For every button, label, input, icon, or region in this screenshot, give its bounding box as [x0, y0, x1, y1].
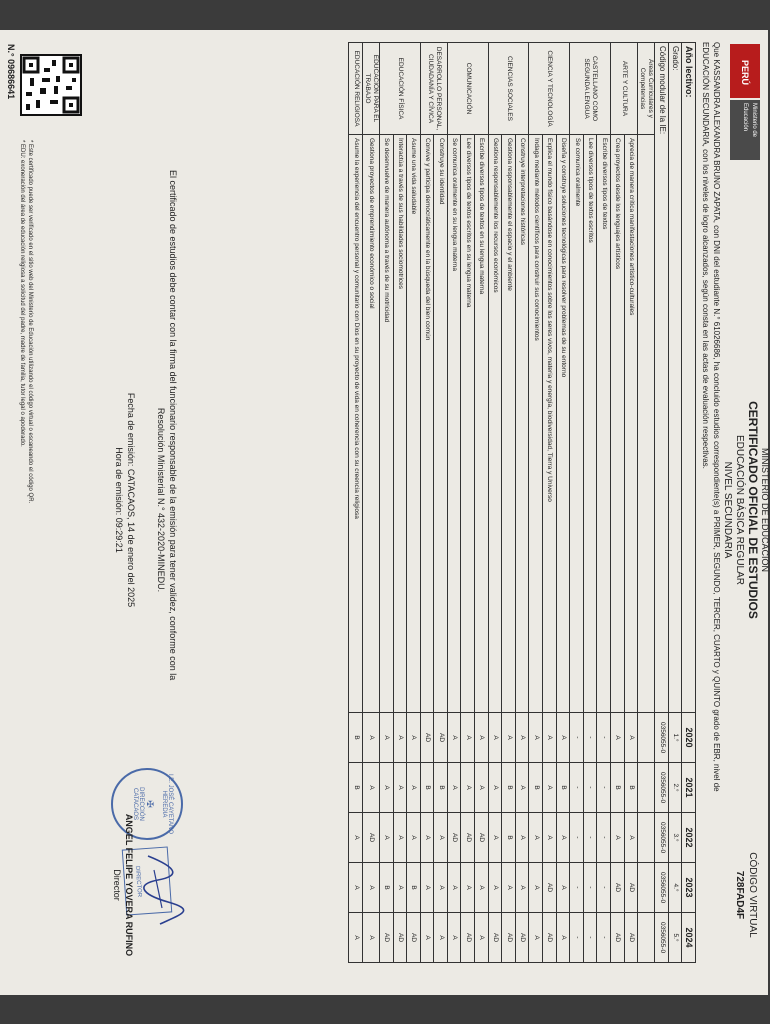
grade-value: - [597, 913, 611, 963]
grade-value: A [447, 863, 461, 913]
grade-value: - [570, 763, 584, 813]
competency-row [461, 43, 475, 963]
grade-value: A [393, 763, 407, 813]
grade-value: A [475, 913, 489, 963]
grade-value: A [488, 763, 502, 813]
grade-value: B [529, 763, 543, 813]
competency-row [447, 43, 461, 963]
grade-cell: 1.° [668, 713, 682, 763]
grade-value: A [434, 863, 448, 913]
grade-value: - [597, 763, 611, 813]
stamp-text-2: DIRECCIÓN [138, 787, 144, 821]
stamp-text-4: DIRECTOR [133, 865, 143, 898]
intro-line-1: Que KASSANDRA ALEXANDRA BRUNO ZAPATA, con DNI del estudiante N.° 61026686, ha concluido estudios correspondiente(s) a PRIMER, SEGUNDO, TERCER, CUARTO y QUINTO grado de EBR, nivel de [712, 42, 721, 792]
grade-value: - [570, 913, 584, 963]
stamp-text-1: I.E. JOSÉ CAYETANO HEREDIA [161, 773, 173, 835]
grade-value: A [488, 813, 502, 863]
grade-value: - [597, 713, 611, 763]
competency-name: Escribe diversos tipos de textos en su lengua materna [475, 135, 489, 713]
competency-name: Se desenvuelve de manera autónoma a través de su motricidad [379, 135, 393, 713]
grade-value: B [420, 763, 434, 813]
issue-time: Hora de emisión: 09:29:21 [114, 447, 124, 553]
grade-value: A [475, 763, 489, 813]
competency-row [570, 43, 584, 963]
empty-cell [638, 913, 655, 963]
empty-cell [638, 135, 655, 713]
grade-value: AD [379, 913, 393, 963]
competency-row [624, 43, 638, 963]
grades-table-body [349, 43, 696, 963]
grade-value: AD [543, 863, 557, 913]
document-photo [0, 30, 768, 995]
grade-value: A [393, 713, 407, 763]
area-name: EDUCACIÓN RELIGIOSA [349, 43, 363, 135]
grade-value: A [556, 813, 570, 863]
competency-name: Construye su identidad [434, 135, 448, 713]
logo-ministry: Ministerio de Educación [730, 100, 760, 160]
grade-value: - [570, 813, 584, 863]
year-row [682, 43, 696, 963]
intro-line-2: EDUCACIÓN SECUNDARIA, con los niveles de logro alcanzados, según consta en las actas de evaluación respectivas. [701, 42, 710, 469]
grade-value: - [570, 863, 584, 913]
grade-value: B [624, 763, 638, 813]
grade-value: AD [420, 713, 434, 763]
grade-value: A [556, 713, 570, 763]
grade-value: A [393, 813, 407, 863]
grade-value: AD [611, 863, 625, 913]
code-cell: 0356055-0 [655, 813, 669, 863]
grade-value: A [407, 813, 421, 863]
grade-value: - [583, 713, 597, 763]
competency-name: Gestiona responsablemente el espacio y el ambiente [502, 135, 516, 713]
grade-value: - [597, 813, 611, 863]
grade-value: A [379, 763, 393, 813]
grade-value: A [475, 713, 489, 763]
grade-value: AD [543, 913, 557, 963]
grade-value: B [349, 763, 363, 813]
grades-table [348, 42, 696, 963]
competency-row [434, 43, 448, 963]
competency-name: Diseña y construye soluciones tecnológicas para resolver problemas de su entorno [556, 135, 570, 713]
grade-value: AD [407, 913, 421, 963]
competency-name: Interactúa a través de sus habilidades sociomotrices [393, 135, 407, 713]
grade-value: AD [488, 913, 502, 963]
grade-value: - [583, 863, 597, 913]
grade-value: AD [461, 813, 475, 863]
grade-cell: 2.° [668, 763, 682, 813]
grade-value: A [515, 813, 529, 863]
competency-row [349, 43, 363, 963]
area-name: COMUNICACIÓN [447, 43, 488, 135]
competency-name: Escribe diversos tipos de textos [597, 135, 611, 713]
competency-row [393, 43, 407, 963]
grade-value: A [624, 813, 638, 863]
grade-value: A [362, 763, 379, 813]
area-name: DESARROLLO PERSONAL, CIUDADANÍA Y CÍVICA [420, 43, 447, 135]
grade-value: A [420, 813, 434, 863]
grade-value: A [407, 713, 421, 763]
code-cell: 0356055-0 [655, 763, 669, 813]
grade-value: A [393, 863, 407, 913]
grade-value: B [502, 763, 516, 813]
areas-header-row [638, 43, 655, 963]
competency-name: Asume una vida saludable [407, 135, 421, 713]
grade-value: A [515, 863, 529, 913]
grade-value: A [611, 713, 625, 763]
competency-row [556, 43, 570, 963]
grade-value: A [349, 813, 363, 863]
grade-value: A [349, 913, 363, 963]
competency-row [543, 43, 557, 963]
grade-value: B [379, 863, 393, 913]
grade-value: AD [447, 813, 461, 863]
grade-value: A [349, 863, 363, 913]
grade-value: A [543, 813, 557, 863]
competency-name: Asume la experiencia del encuentro personal y comunitario con Dios en su proyecto de vida en coherencia con su creencia religiosa [349, 135, 363, 713]
virtual-code: 728FAD4F [734, 870, 745, 920]
certificate-number: N.° 09686641 [6, 44, 16, 100]
grade-value: A [379, 713, 393, 763]
grade-label: Grado: [668, 43, 682, 713]
grade-value: AD [515, 913, 529, 963]
year-label: Año lectivo: [682, 43, 696, 713]
competency-row [362, 43, 379, 963]
year-cell: 2024 [682, 913, 696, 963]
area-name: CASTELLANO COMO SEGUNDA LENGUA [570, 43, 611, 135]
subtitle-ebr: EDUCACIÓN BÁSICA REGULAR [734, 434, 745, 586]
competency-name: Se comunica oralmente en su lengua materna [447, 135, 461, 713]
grade-value: B [556, 763, 570, 813]
grade-value: A [556, 913, 570, 963]
grade-value: A [447, 713, 461, 763]
grade-value: A [362, 913, 379, 963]
year-cell: 2023 [682, 863, 696, 913]
grade-value: A [515, 763, 529, 813]
empty-cell [638, 763, 655, 813]
grade-value: A [461, 713, 475, 763]
competency-row [597, 43, 611, 963]
competency-name: Gestiona proyectos de emprendimiento económico o social [362, 135, 379, 713]
year-cell: 2021 [682, 763, 696, 813]
grade-value: A [529, 863, 543, 913]
grade-value: A [362, 863, 379, 913]
grade-value: A [611, 813, 625, 863]
grade-value: AD [624, 863, 638, 913]
competency-name: Indaga mediante métodos científicos para construir sus conocimientos [529, 135, 543, 713]
grade-value: A [529, 913, 543, 963]
grade-value: A [529, 713, 543, 763]
grade-value: A [461, 863, 475, 913]
grade-value: A [379, 813, 393, 863]
competency-name: Convive y participa democráticamente en la búsqueda del bien común [420, 135, 434, 713]
competency-row [611, 43, 625, 963]
grade-value: A [488, 863, 502, 913]
logo-country: PERÚ [740, 60, 750, 86]
grade-value: AD [434, 713, 448, 763]
grade-value: A [407, 763, 421, 813]
competency-name: Gestiona responsablemente los recursos económicos [488, 135, 502, 713]
resolution: Resolución Ministerial N.° 432-2020-MINEDU. [156, 407, 166, 593]
grade-value: - [597, 863, 611, 913]
certificate-page [0, 30, 768, 995]
competency-name: Crea proyectos desde los lenguajes artísticos [611, 135, 625, 713]
ministry-name: MINISTERIO DE EDUCACIÓN [760, 447, 770, 572]
grade-value: A [420, 863, 434, 913]
grade-value: AD [502, 913, 516, 963]
subtitle-level: NIVEL SECUNDARIA [722, 461, 733, 559]
qr-code-icon [22, 56, 80, 114]
empty-cell [638, 713, 655, 763]
grade-value: B [349, 713, 363, 763]
grade-value: A [475, 863, 489, 913]
grade-value: A [543, 713, 557, 763]
area-name: EDUCACIÓN FÍSICA [379, 43, 420, 135]
empty-cell [638, 863, 655, 913]
competency-row [488, 43, 502, 963]
grade-value: AD [611, 913, 625, 963]
director-label: Director [112, 869, 122, 901]
validity-note: El certificado de estudios debe contar con la firma del funcionario responsable de la emisión para tener validez, conforme con la [168, 170, 178, 681]
grade-value: AD [362, 813, 379, 863]
competency-row [420, 43, 434, 963]
stamp-emblem-icon: ✠ [145, 800, 155, 808]
competency-row [529, 43, 543, 963]
issue-date: Fecha de emisión: CATACAOS, 14 de enero del 2025 [126, 392, 136, 608]
year-cell: 2020 [682, 713, 696, 763]
competency-name: Aprecia de manera crítica manifestaciones artístico-culturales [624, 135, 638, 713]
competency-row [515, 43, 529, 963]
competency-row [502, 43, 516, 963]
grade-value: A [447, 763, 461, 813]
grade-value: A [502, 863, 516, 913]
fineprint-1: * Este certificado puede ser verificado en el sitio web del Ministerio de Educación utilizando el código virtual o escaneando el código QR. [27, 140, 33, 504]
grade-value: A [624, 713, 638, 763]
grade-value: B [611, 763, 625, 813]
code-cell: 0356055-0 [655, 863, 669, 913]
grade-value: A [434, 913, 448, 963]
competency-row [583, 43, 597, 963]
grade-value: AD [624, 913, 638, 963]
grade-value: A [447, 913, 461, 963]
grade-cell: 3.° [668, 813, 682, 863]
grade-value: A [488, 713, 502, 763]
grade-value: A [420, 913, 434, 963]
code-cell: 0356055-0 [655, 913, 669, 963]
year-cell: 2022 [682, 813, 696, 863]
code-row [655, 43, 669, 963]
competency-name: Construye interpretaciones históricas [515, 135, 529, 713]
grade-value: A [461, 763, 475, 813]
grade-value: B [434, 763, 448, 813]
grade-cell: 5.° [668, 913, 682, 963]
grade-value: - [583, 763, 597, 813]
grade-value: A [362, 713, 379, 763]
director-signature [133, 850, 188, 930]
area-name: ARTE Y CULTURA [611, 43, 638, 135]
grade-value: - [583, 913, 597, 963]
grade-value: - [583, 813, 597, 863]
competency-name: Se comunica oralmente [570, 135, 584, 713]
code-cell: 0356055-0 [655, 713, 669, 763]
competency-name: Lee diversos tipos de textos escritos en su lengua materna [461, 135, 475, 713]
grade-cell: 4.° [668, 863, 682, 913]
area-name: EDUCACIÓN PARA EL TRABAJO [362, 43, 379, 135]
grade-value: AD [461, 913, 475, 963]
competency-row [379, 43, 393, 963]
grade-value: B [502, 813, 516, 863]
code-label: Código modular de la IE: [655, 43, 669, 713]
areas-header: Áreas Curriculares y Competencias [638, 43, 655, 135]
stamp-text-3: CATACAOS [132, 787, 138, 821]
grade-value: B [407, 863, 421, 913]
qr-code [20, 54, 82, 116]
grade-value: A [556, 863, 570, 913]
fineprint-2: * EDU: exoneración del área de educación religiosa a solicitud del padre, madre de familia, tutor legal o apoderado. [19, 140, 25, 447]
empty-cell [638, 813, 655, 863]
grade-value: AD [393, 913, 407, 963]
grade-value: A [502, 713, 516, 763]
grade-value: A [515, 713, 529, 763]
area-name: CIENCIAS SOCIALES [488, 43, 529, 135]
grade-row [668, 43, 682, 963]
competency-row [475, 43, 489, 963]
grade-value: A [543, 763, 557, 813]
competency-name: Explica el mundo físico basándose en conocimientos sobre los seres vivos, materia y energía, biodiversidad, Tierra y Universo [543, 135, 557, 713]
grade-value: A [529, 813, 543, 863]
competency-name: Lee diversos tipos de textos escritos [583, 135, 597, 713]
grade-value: - [570, 713, 584, 763]
area-name: CIENCIA Y TECNOLOGÍA [529, 43, 570, 135]
virtual-code-label: CÓDIGO VIRTUAL [747, 852, 758, 938]
grade-value: AD [475, 813, 489, 863]
competency-row [407, 43, 421, 963]
page-title: CERTIFICADO OFICIAL DE ESTUDIOS [746, 401, 760, 619]
grade-value: A [434, 813, 448, 863]
director-name: ANGEL FELIPE YOVERA RUFINO [124, 813, 134, 957]
